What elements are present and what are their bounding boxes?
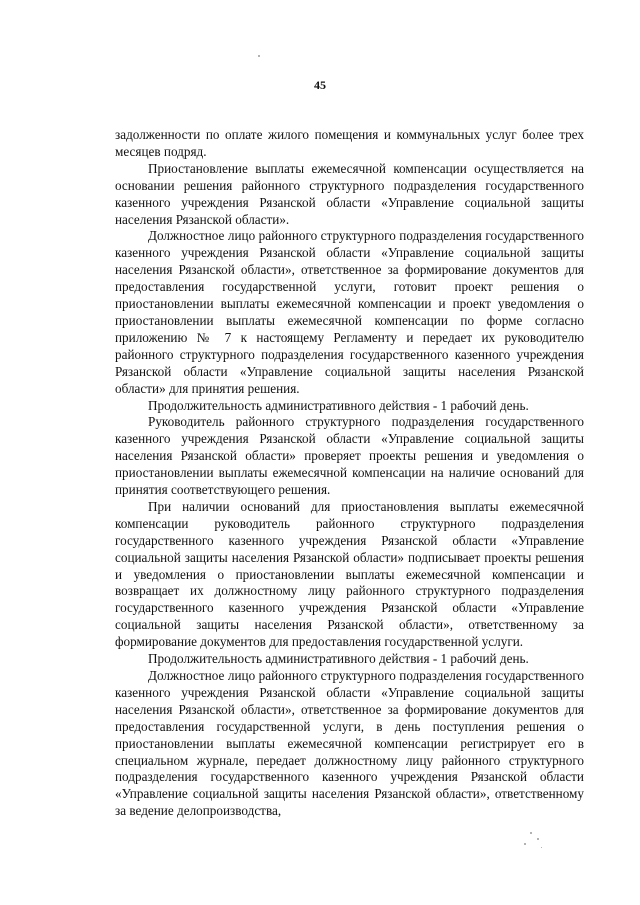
paragraph-official-prepares-draft: Должностное лицо районного структурного подразделения государственного казенного учреждения Рязанской области «Управление социальной защиты населения Рязанской области», ответственное за формирование документов для предоставления государственной услуги, готовит проект решения о приостановлении выплаты ежемесячной компенсации и проект уведомления о приостановлении выплаты ежемесячной компенсации по форме согласно приложению № 7 к настоящему Регламенту и передает их руководителю районного структурного подразделения государственного казенного учреждения Рязанской области «Управление социальной защиты населения Рязанской области» для принятия решения. xyxy=(115,228,584,396)
paragraph-duration-1: Продолжительность административного действия - 1 рабочий день. xyxy=(148,397,529,413)
document-body xyxy=(115,127,584,820)
scan-speck xyxy=(541,847,542,848)
paragraph-continued: задолженности по оплате жилого помещения и коммунальных услуг более трех месяцев подряд. xyxy=(115,127,584,159)
paragraph-head-reviews: Руководитель районного структурного подразделения государственного казенного учреждения Рязанской области «Управление социальной защиты населения Рязанской области» проверяет проекты решения и уведомления о приостановлении выплаты ежемесячной компенсации на наличие оснований для принятия соответствующего решения. xyxy=(115,414,584,498)
paragraph-registration: Должностное лицо районного структурного подразделения государственного казенного учреждения Рязанской области «Управление социальной защиты населения Рязанской области», ответственное за формирование документов для предоставления государственной услуги, в день поступления решения о приостановлении выплаты ежемесячной компенсации регистрирует его в специальном журнале, передает должностному лицу районного структурного подразделения государственного казенного учреждения Рязанской области «Управление социальной защиты населения Рязанской области», ответственному за ведение делопроизводства, xyxy=(115,668,584,819)
page-number: 45 xyxy=(314,78,326,92)
scan-speck xyxy=(524,843,526,845)
paragraph-head-signs: При наличии оснований для приостановления выплаты ежемесячной компенсации руководитель районного структурного подразделения государственного казенного учреждения Рязанской области «Управление социальной защиты населения Рязанской области» подписывает проекты решения и уведомления о приостановлении выплаты ежемесячной компенсации и возвращает их должностному лицу районного структурного подразделения государственного казенного учреждения Рязанской области «Управление социальной защиты населения Рязанской области», ответственному за формирование документов для предоставления государственной услуги. xyxy=(115,498,584,650)
paragraph-duration-2: Продолжительность административного действия - 1 рабочий день. xyxy=(148,651,529,667)
scan-speck xyxy=(258,55,260,57)
paragraph-suspension-basis: Приостановление выплаты ежемесячной компенсации осуществляется на основании решения районного структурного подразделения государственного казенного учреждения Рязанской области «Управление социальной защиты населения Рязанской области». xyxy=(115,160,584,227)
scan-speck xyxy=(537,838,539,840)
scan-speck xyxy=(530,832,532,834)
